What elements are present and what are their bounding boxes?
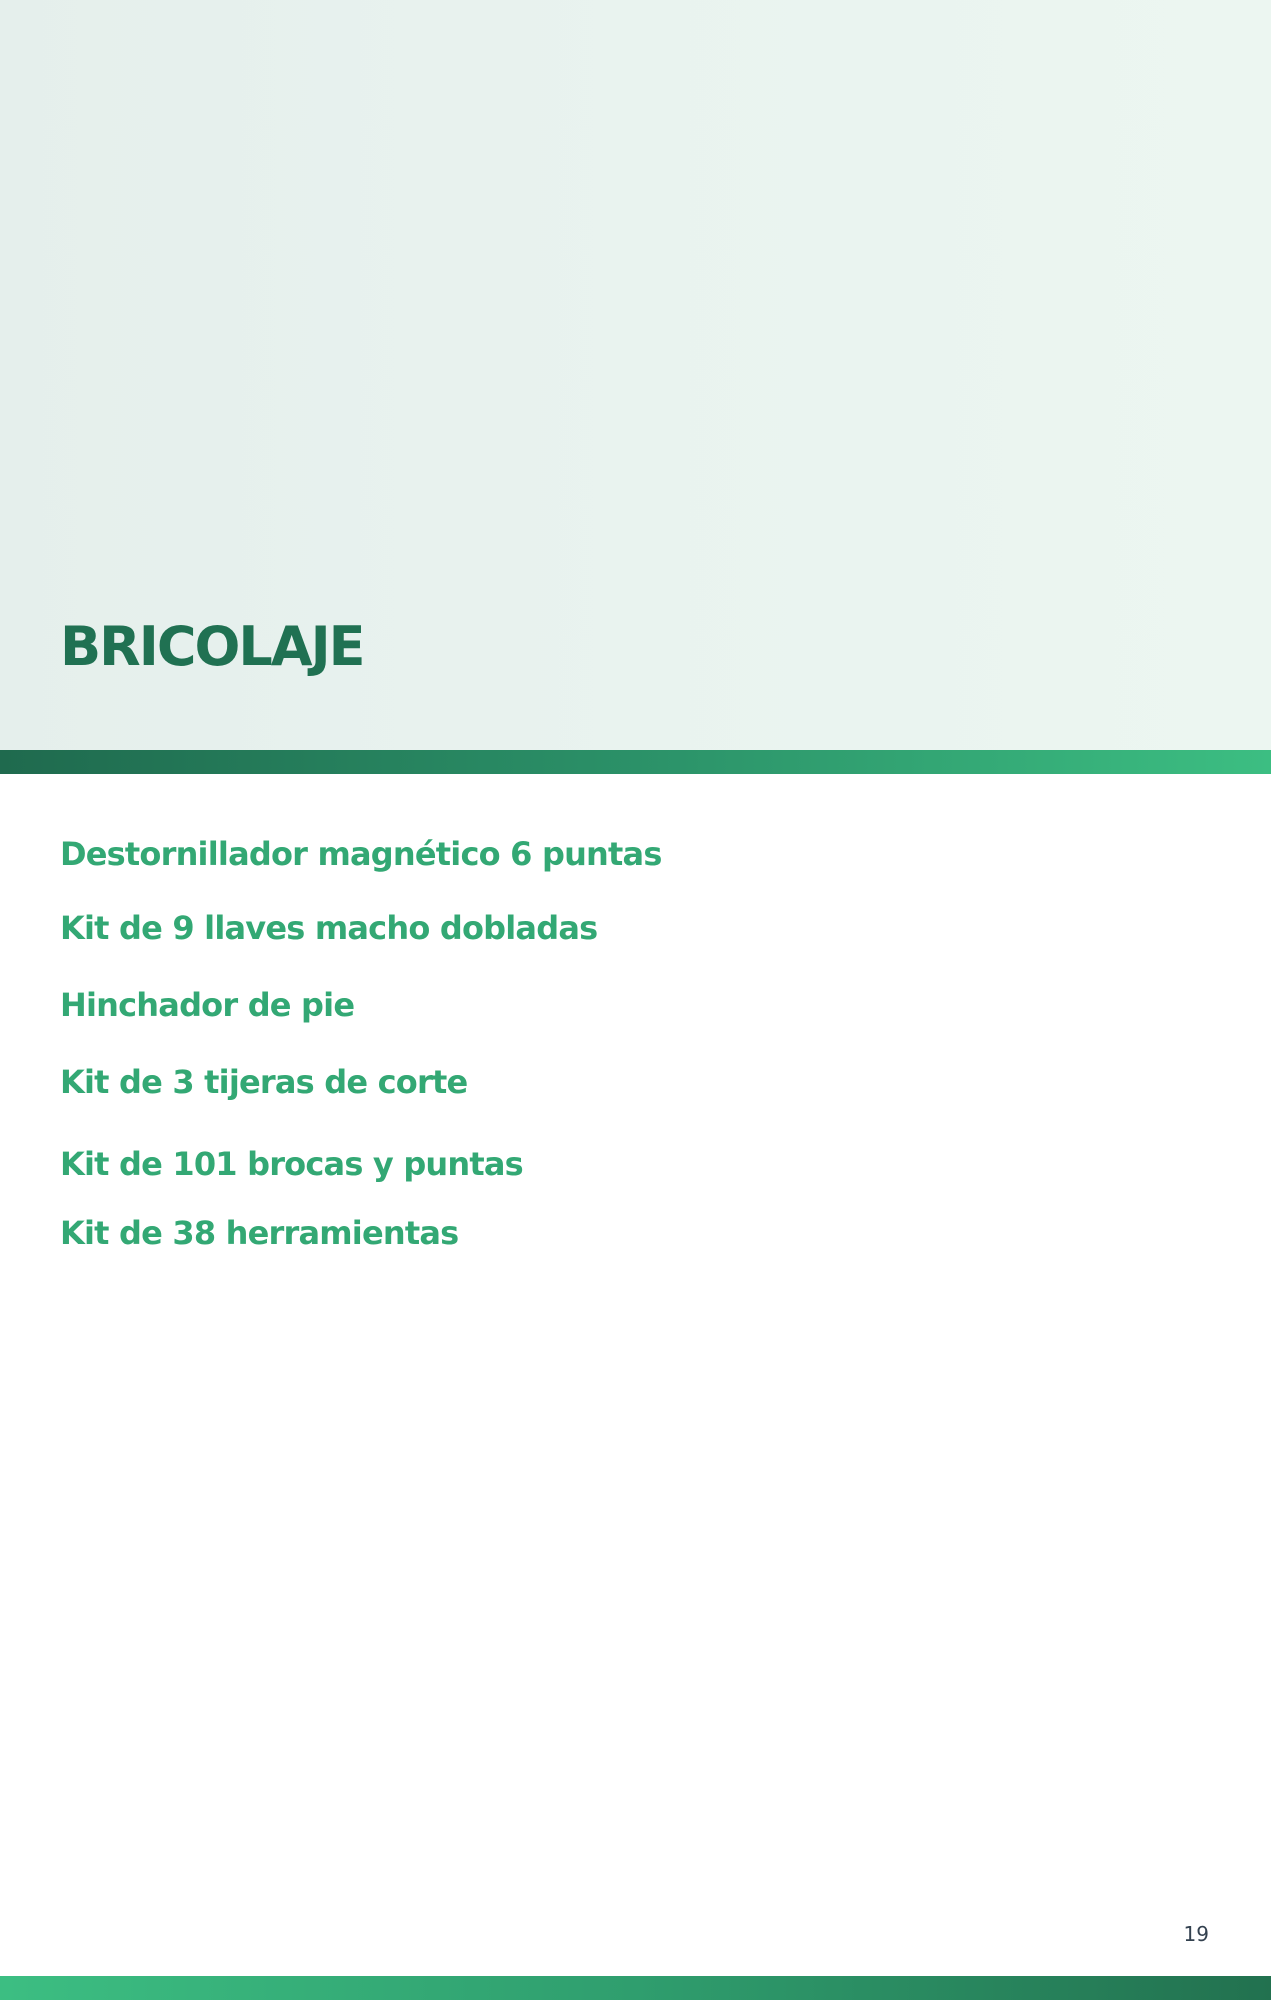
list-item: Kit de 38 herramientas bbox=[60, 1214, 459, 1252]
section-title: BRICOLAJE bbox=[60, 615, 364, 678]
list-item: Kit de 101 brocas y puntas bbox=[60, 1145, 523, 1183]
list-item: Hinchador de pie bbox=[60, 986, 355, 1024]
header-divider bbox=[0, 750, 1271, 774]
list-item: Kit de 3 tijeras de corte bbox=[60, 1063, 468, 1101]
list-item: Kit de 9 llaves macho dobladas bbox=[60, 909, 598, 947]
page-number: 19 bbox=[1183, 1922, 1209, 1946]
footer-divider bbox=[0, 1976, 1271, 2000]
list-item: Destornillador magnético 6 puntas bbox=[60, 835, 662, 873]
